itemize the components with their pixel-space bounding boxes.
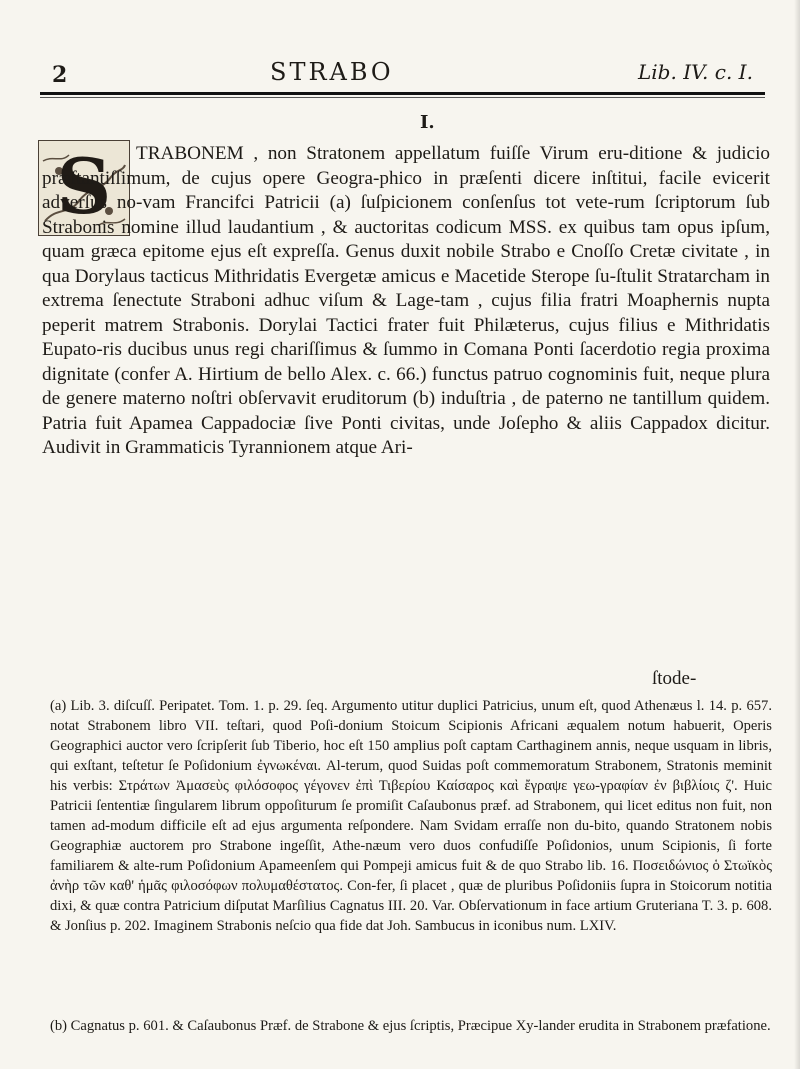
header-rule-thick [40, 92, 765, 95]
running-head-book-chapter: Lib. IV. c. I. [638, 60, 753, 84]
drop-cap-letter: S [56, 142, 112, 231]
header-rule-thin [40, 97, 765, 98]
footnote-b: (b) Cagnatus p. 601. & Caſaubonus Præf. de Strabone & ejus ſcriptis, Præcipue Xy-lander erudita in Strabonem præfatione. [50, 1018, 771, 1034]
scan-edge-shadow [794, 0, 800, 1069]
section-number: I. [420, 112, 435, 133]
catchword: ſtode- [652, 668, 697, 689]
running-head-title: STRABO [270, 58, 394, 86]
footnote-a: (a) Lib. 3. diſcuſſ. Peripatet. Tom. 1. p. 29. ſeq. Argumento utitur duplici Patricius, unum eſt, quod Athenæus l. 14. p. 657. notat Strabonem libro VII. teſtari, quod Poſi-donium Stoicum Scipionis Africani æqualem notum habuerit, Operis Geographici auctor vero ſcripſerit ſub Tiberio, hoc eſt 150 amplius poſt captam Carthaginem annis, neque usquam in libris, qui exſtant, teſtetur ſe Poſidonium ἐγνωκέναι. Al-terum, quod Suidas poſt commemoratum Strabonem, Stratonis meminit his verbis: Στράτων Ἀμασεὺς φιλόσοφος γέγονεν ἐπὶ Τιβερίου Καίσαρος καὶ ἔγραψε γεω-γραφίαν ἐν βιβλίοις ζ'. Huic Patricii ſententiæ ſingularem librum oppoſiturum ſe promiſit Caſaubonus præf. ad Strabonem, qui licet editus non fuit, non tamen ad-modum difficile eſt ad ejus argumenta reſpondere. Nam Svidam erraſſe non du-bito, quando Stratonem nobis Geographiæ auctorem pro Strabone ingeſſit, Athe-næum vero duos confudiſſe Poſidonios, unum Scipionis, ſi forte familiarem & alte-rum Poſidonium Apameenſem qui Pompeji amicus fuit & de quo Strabo lib. 16. Ποσειδώνιος ὁ Στωϊκὸς ἀνὴρ τῶν καθ' ἡμᾶς φιλοσόφων πολυμαθέστατος. Con-fer, ſi placet , quæ de pluribus Poſidoniis ſupra in Stoicorum notitia dixi, & quæ contra Patricium diſputat Marſilius Cagnatus III. 20. Var. Obſervationum in face artium Gruteriana T. 3. p. 608. & Jonſius p. 202. Imaginem Strabonis neſcio qua fide dat Joh. Sambucus in iconibus num. LXIV. [50, 698, 772, 934]
page-number: 2 [52, 62, 68, 88]
main-paragraph: TRABONEM , non Stratonem appellatum fuiſſe Virum eru-ditione & judicio præſtantiſſimum, de cujus opere Geogra-phico in præſenti dicere inſtitui, facile evicerit adverſus no-vam Francifci Patricii (a) ſuſpicionem conſenſus tot vete-rum ſcriptorum ſub Strabonis nomine illud laudantium , & auctoritas codicum MSS. ex quibus tam opus ipſum, quam græca epitome ejus eſt expreſſa. Genus duxit nobile Strabo e Cnoſſo Cretæ civitate , in qua Dorylaus tacticus Mithridatis Evergetæ amicus e Macetide Sterope ſu-ſtulit Stratarcham in extrema ſenectute Straboni adhuc viſum & Lage-tam , cujus filia fratri Moaphernis nupta peperit matrem Strabonis. Dorylai Tactici frater fuit Philæterus, cujus filius e Mithridatis Eupato-ris ducibus unus regi chariſſimus & ſummo in Comana Ponti ſacerdotio regia proxima dignitate (confer A. Hirtium de bello Alex. c. 66.) functus patruo cognominis fuit, neque plura de genere materno noſtri obſervavit eruditorum (b) induſtria , de paterno ne tantillum quidem. Patria fuit Apamea Cappadociæ ſive Ponti civitas, unde Joſepho & aliis Cappadox dicitur. Audivit in Grammaticis Tyrannionem atque Ari- [42, 143, 770, 458]
